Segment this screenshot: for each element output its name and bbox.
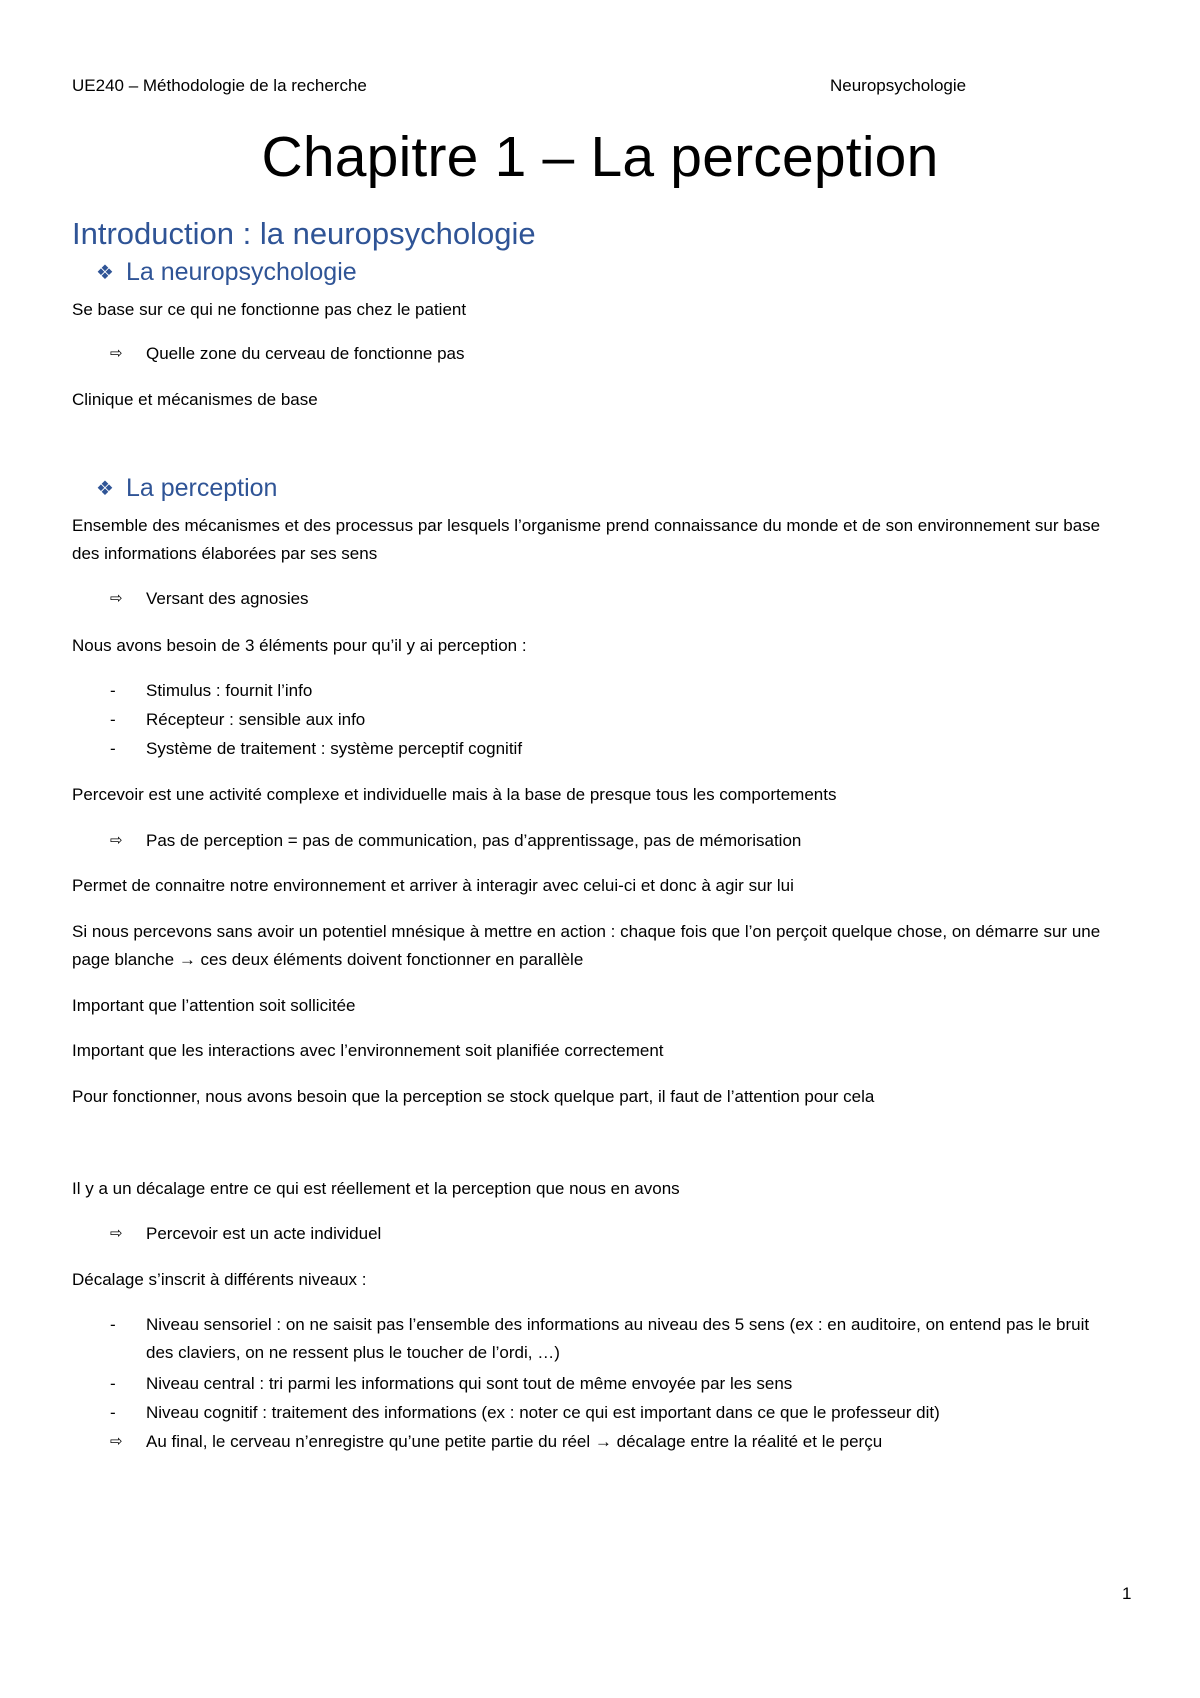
list-item xyxy=(110,1370,1120,1398)
arrow-bullet-text: Pas de perception = pas de communication, pas d’apprentissage, pas de mémorisation xyxy=(146,831,802,850)
arrow-bullet-text: Percevoir est un acte individuel xyxy=(146,1224,382,1243)
arrow-right-icon: ⇨ xyxy=(110,345,123,362)
list-item-text: Récepteur : sensible aux info xyxy=(146,710,366,729)
paragraph: Important que l’attention soit sollicitée xyxy=(72,996,356,1015)
document-title: Chapitre 1 – La perception xyxy=(261,125,939,189)
paragraph: Pour fonctionner, nous avons besoin que la perception se stock quelque part, il faut de l’attention pour cela xyxy=(72,1087,875,1106)
paragraph: Clinique et mécanismes de base xyxy=(72,390,318,409)
arrow-right-icon: ⇨ xyxy=(110,1433,123,1450)
header-left-course: UE240 – Méthodologie de la recherche xyxy=(72,76,367,95)
arrow-right-icon: ⇨ xyxy=(110,1225,123,1242)
intro-heading: Introduction : la neuropsychologie xyxy=(72,216,536,251)
section-heading-neuropsychologie xyxy=(96,258,357,287)
paragraph: Percevoir est une activité complexe et individuelle mais à la base de presque tous les comportements xyxy=(72,785,837,804)
paragraph: Si nous percevons sans avoir un potentiel mnésique à mettre en action : chaque fois que l’on perçoit quelque chose, on démarre sur une page blanche → ces deux éléments doivent fonctionner en parallèle xyxy=(72,922,1101,969)
arrow-bullet-item xyxy=(110,1220,381,1248)
paragraph: Décalage s’inscrit à différents niveaux : xyxy=(72,1270,367,1289)
list-item-text: Niveau cognitif : traitement des informations (ex : noter ce qui est important dans ce que le professeur dit) xyxy=(146,1403,940,1422)
header-right-subject: Neuropsychologie xyxy=(830,76,967,95)
arrow-bullet-item xyxy=(110,827,801,855)
list-item xyxy=(110,1399,1120,1427)
arrow-right-icon: ⇨ xyxy=(110,832,123,849)
arrow-bullet-text: Au final, le cerveau n’enregistre qu’une petite partie du réel → décalage entre la réalité et le perçu xyxy=(146,1432,883,1451)
paragraph: Ensemble des mécanismes et des processus par lesquels l’organisme prend connaissance du monde et de son environnement sur base des informations élaborées par ses sens xyxy=(72,516,1101,563)
dash-bullet: - xyxy=(110,739,116,758)
list-item-text: Niveau sensoriel : on ne saisit pas l’ensemble des informations au niveau des 5 sens (ex : en auditoire, on entend pas le bruit des claviers, on ne ressent plus le toucher de l’ordi, …) xyxy=(146,1315,1090,1362)
paragraph: Nous avons besoin de 3 éléments pour qu’il y ai perception : xyxy=(72,636,527,655)
dash-bullet: - xyxy=(110,1315,116,1334)
list-item-text: Stimulus : fournit l’info xyxy=(146,681,313,700)
list-item xyxy=(110,735,1120,763)
arrow-bullet-text: Quelle zone du cerveau de fonctionne pas xyxy=(146,344,465,363)
dash-bullet: - xyxy=(110,1374,116,1393)
dash-bullet: - xyxy=(110,710,116,729)
arrow-right-icon: ⇨ xyxy=(110,590,123,607)
arrow-bullet-item xyxy=(110,340,465,368)
list-item-text: Niveau central : tri parmi les informations qui sont tout de même envoyée par les sens xyxy=(146,1374,793,1393)
paragraph: Permet de connaitre notre environnement et arriver à interagir avec celui-ci et donc à agir sur lui xyxy=(72,876,794,895)
list-item xyxy=(110,706,1120,734)
paragraph: Se base sur ce qui ne fonctionne pas chez le patient xyxy=(72,300,467,319)
dash-bullet: - xyxy=(110,681,116,700)
list-item-text: Système de traitement : système perceptif cognitif xyxy=(146,739,523,758)
section-heading-label: La neuropsychologie xyxy=(125,258,357,286)
diamond-bullet-icon: ❖ xyxy=(96,478,114,500)
paragraph: Il y a un décalage entre ce qui est réellement et la perception que nous en avons xyxy=(72,1179,680,1198)
dash-bullet: - xyxy=(110,1403,116,1422)
diamond-bullet-icon: ❖ xyxy=(96,262,114,284)
arrow-bullet-item xyxy=(110,585,309,613)
paragraph: Important que les interactions avec l’environnement soit planifiée correctement xyxy=(72,1041,664,1060)
list-item xyxy=(110,677,1120,705)
section-heading-perception xyxy=(96,474,277,503)
arrow-bullet-text: Versant des agnosies xyxy=(146,589,309,608)
section-heading-label: La perception xyxy=(125,474,278,502)
list-item xyxy=(110,1311,1120,1367)
page-number: 1 xyxy=(1122,1584,1132,1603)
arrow-bullet-item xyxy=(110,1428,882,1456)
